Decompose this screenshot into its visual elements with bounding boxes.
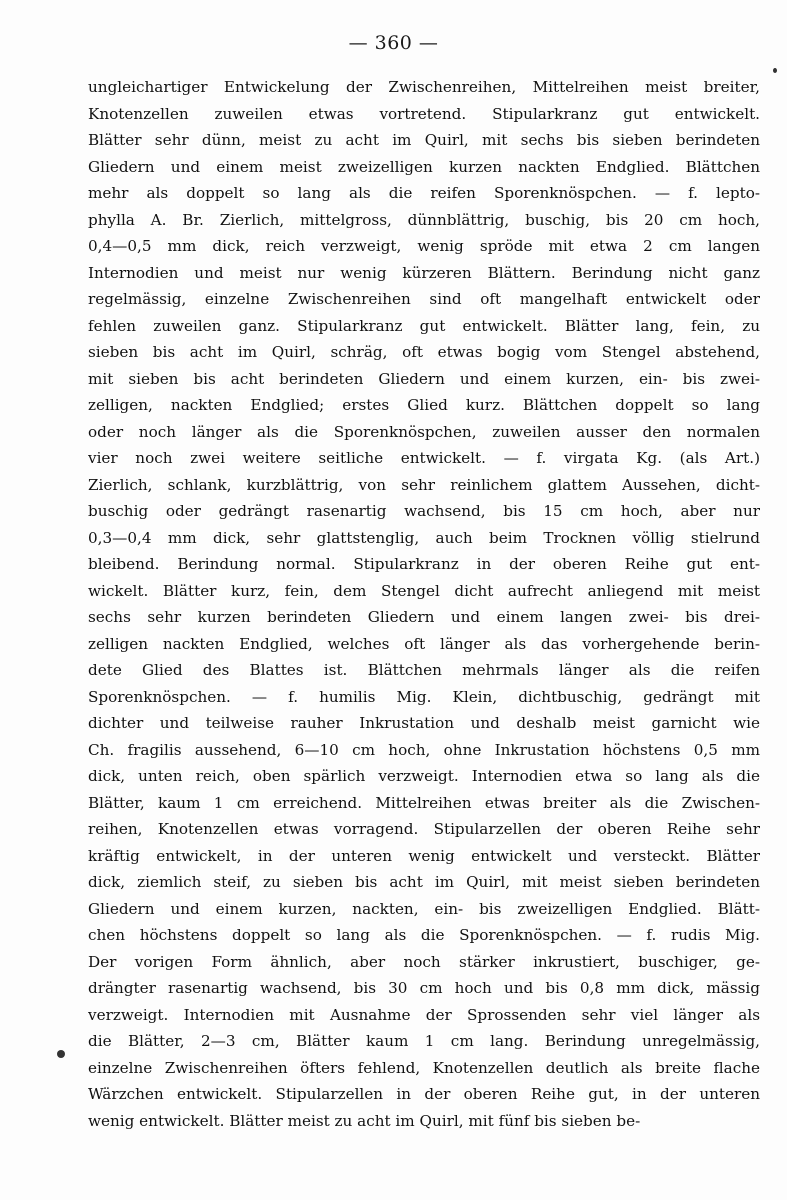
ink-spot [773,68,777,73]
text-line: Internodien und meist nur wenig kürzeren Blättern. Berindung nicht ganz [88,263,760,282]
text-line: Zierlich, schlank, kurzblättrig, von sehr reinlichem glattem Aussehen, dicht- [88,475,760,494]
text-line: 0,4—0,5 mm dick, reich verzweigt, wenig spröde mit etwa 2 cm langen [88,237,760,255]
text-line: Blätter sehr dünn, meist zu acht im Quirl, mit sechs bis sieben berindeten [88,131,760,149]
text-line: vier noch zwei weitere seitliche entwickelt. — f. virgata Kg. (als Art.) [88,449,760,467]
text-line: Gliedern und einem meist zweizelligen kurzen nackten Endglied. Blättchen [88,157,760,176]
body-text [88,74,760,1134]
text-line: die Blätter, 2—3 cm, Blätter kaum 1 cm lang. Berindung unregelmässig, [88,1032,760,1050]
text-line: Ch. fragilis aussehend, 6—10 cm hoch, ohne Inkrustation höchstens 0,5 mm [88,740,760,759]
text-line: regelmässig, einzelne Zwischenreihen sind oft mangelhaft entwickelt oder [88,290,760,308]
text-line: Der vorigen Form ähnlich, aber noch stärker inkrustiert, buschiger, ge- [88,952,760,971]
text-line: sieben bis acht im Quirl, schräg, oft etwas bogig vom Stengel abstehend, [88,343,760,361]
text-line: fehlen zuweilen ganz. Stipularkranz gut entwickelt. Blätter lang, fein, zu [88,316,760,335]
text-line: Blätter, kaum 1 cm erreichend. Mittelreihen etwas breiter als die Zwischen- [88,793,760,812]
text-line: oder noch länger als die Sporenknöspchen, zuweilen ausser den normalen [88,422,760,441]
text-line: einzelne Zwischenreihen öfters fehlend, Knotenzellen deutlich als breite flache [88,1058,760,1077]
text-line: Knotenzellen zuweilen etwas vortretend. Stipularkranz gut entwickelt. [88,104,760,123]
text-line: zelligen nackten Endglied, welches oft länger als das vorhergehende berin- [88,634,760,653]
page-number: — 360 — [348,32,439,54]
text-line: zelligen, nackten Endglied; erstes Glied kurz. Blättchen doppelt so lang [88,396,760,414]
text-line: Sporenknöspchen. — f. humilis Mig. Klein, dichtbuschig, gedrängt mit [88,687,760,706]
text-line: wenig entwickelt. Blätter meist zu acht im Quirl, mit fünf bis sieben be- [88,1111,641,1130]
text-line: verzweigt. Internodien mit Ausnahme der Sprossenden sehr viel länger als [88,1005,760,1024]
text-line: sechs sehr kurzen berindeten Gliedern und einem langen zwei- bis drei- [88,608,760,626]
text-line: reihen, Knotenzellen etwas vorragend. Stipularzellen der oberen Reihe sehr [88,820,760,838]
text-line: 0,3—0,4 mm dick, sehr glattstenglig, auch beim Trocknen völlig stielrund [88,528,760,547]
text-line: dichter und teilweise rauher Inkrustation und deshalb meist garnicht wie [88,714,760,732]
text-line: dete Glied des Blattes ist. Blättchen mehrmals länger als die reifen [88,661,760,679]
text-line: phylla A. Br. Zierlich, mittelgross, dünnblättrig, buschig, bis 20 cm hoch, [88,210,760,229]
text-line: ungleichartiger Entwickelung der Zwischenreihen, Mittelreihen meist breiter, [88,78,760,96]
ink-spot [57,1050,65,1058]
text-line: chen höchstens doppelt so lang als die Sporenknöspchen. — f. rudis Mig. [88,926,760,944]
text-line: Wärzchen entwickelt. Stipularzellen in der oberen Reihe gut, in der unteren [88,1085,760,1103]
text-line: dick, ziemlich steif, zu sieben bis acht im Quirl, mit meist sieben berindeten [88,873,760,891]
text-line: buschig oder gedrängt rasenartig wachsend, bis 15 cm hoch, aber nur [88,502,760,520]
text-line: mehr als doppelt so lang als die reifen Sporenknöspchen. — f. lepto- [88,184,760,202]
text-line: dick, unten reich, oben spärlich verzweigt. Internodien etwa so lang als die [88,767,760,785]
text-line: bleibend. Berindung normal. Stipularkranz in der oberen Reihe gut ent- [88,555,760,573]
text-line: mit sieben bis acht berindeten Gliedern und einem kurzen, ein- bis zwei- [88,369,760,388]
text-line: Gliedern und einem kurzen, nackten, ein- bis zweizelligen Endglied. Blätt- [88,899,760,918]
text-line: wickelt. Blätter kurz, fein, dem Stengel dicht aufrecht anliegend mit meist [88,581,760,600]
text-line: drängter rasenartig wachsend, bis 30 cm hoch und bis 0,8 mm dick, mässig [88,979,760,997]
text-line: kräftig entwickelt, in der unteren wenig entwickelt und versteckt. Blätter [88,846,760,865]
